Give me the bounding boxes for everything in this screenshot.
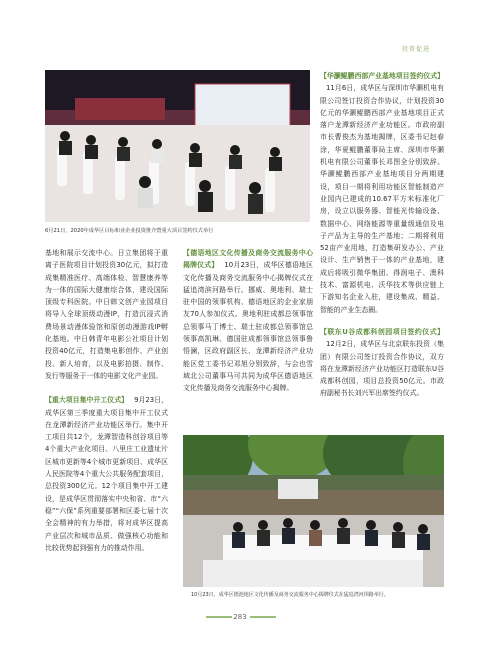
footer-rule-right [250,616,276,618]
photo2-caption: 10月23日，成华区德池地区文化传播及商务交流服务中心揭牌仪式在猛追湾河坝路举行。 [191,592,389,598]
date: 11月6日， [326,84,361,93]
conference-photo [45,70,310,222]
ceremony-photo [183,435,444,587]
paragraph: 成华区第三季度重大项目集中开工仪式在龙潭新经济产业功能区举行。集中开工项目共12个，龙潭智造科创谷项目等4个重大产业化项目、八里庄工业遗址片区城市更新等4个城市更新项目、成华区人民医院等4个重大公共服务配套项目，总投资300亿元。12个项目集中开工建设，是成华区贯彻落实中央和省、市“六稳”“六保”系列重要部署和区委七届十次全会精神的有力举措，将对成华区提高产业层次和城市品质、做强核心功能和比较优势起到强有力的推动作用。 [45,408,168,552]
subheading: 【华灏鲲鹏西部产业基地项目签约仪式】 [320,72,445,80]
photo1-caption: 6月21日，2020年成华区目标和业企业投资推介暨重大项目签约仪式举行 [45,228,214,234]
paragraph: 基地和展示交流中心。日立集团将于重离子医院项目计划投资30亿元，拟打造成集精准医疗、高端体检、智慧康养等为一体的国际大健康综合体，建设国际顶级专科医院。中日韩文创产业园项目将导入全球顶级动漫IP，打造沉浸式消费场景动漫体验馆和原创动漫游戏IP孵化基地。中日韩青年电影公社项目计划投资40亿元，打造集电影创作、产业创投、新人培育，以及电影拍摄、制作、发行等服务于一体的电影文化产业园。 [45,249,168,380]
date: 9月23日， [134,396,169,405]
paragraph: 成华区与深圳市华灏机电有限公司签订投资合作协议，计划投资30亿元的华灏鲲鹏西部产业基地项目正式落户龙潭新经济产业功能区。市政府副市长曹俊杰为基地揭牌，区委书记赵春涂，华夏鲲鹏董事局主席、深圳市华灏机电有限公司董事长邓图全分别致辞。华灏鲲鹏西部产业基地项目分两期建设，项目一期将利用功能区智能制造产业园内已建成的10.67平方米标准化厂房，设立以服务器、智能光传输设备、数据中心、网络能源等重量级通信及电子产品为主导的生产基地；二期将利用52亩产业用地，打造集研发办公、产业设计、生产销售于一体的产业基地，建成后将吸引微华集团、得润电子、澳科技术、富源机电、沃华技术等供应链上下游知名企业入驻，建设集成、精益、智能的产业生态圈。 [320,84,445,314]
section-header: 投资促进 [401,46,430,53]
page-number: 283 [233,613,247,621]
subheading: 【德语地区文化传播及商务交流服务中心揭牌仪式】 [183,249,313,270]
date: 10月23日， [224,261,264,270]
date: 12月2日， [326,340,361,349]
paragraph: 成华区德语地区文化传播及商务交流服务中心揭牌仪式在猛追湾滨河路举行。挪威、奥地利、瑞士驻中国的领事机构、德语地区的企业家朋友70人参加仪式。奥地利驻成都总领事馆总领事马丁博士、瑞士驻成都总领事馆总领事高凯琳、德国驻成都领事馆总领事鲁悟澜，区政府副区长、龙潭新经济产业功能区党工委书记邓旭分别致辞，与会也雪域北公司董事马可共同为成华区德语地区文化传播及商务交流服务中心揭牌。 [183,261,314,393]
paragraph: 成华区与北京联东投资（集团）有限公司签订投资合作协议，双方将在龙潭新经济产业功能区打造联东U谷成都科创园，项目总投资50亿元。市政府副秘书长刘兴军出席签约仪式。 [320,340,445,398]
column-middle [183,247,313,395]
subheading: 【联东U谷成都科创园项目签约仪式】 [320,327,444,336]
column-right [320,70,444,400]
column-left [45,247,168,554]
subheading: 【重大项目集中开工仪式】 [45,396,129,405]
